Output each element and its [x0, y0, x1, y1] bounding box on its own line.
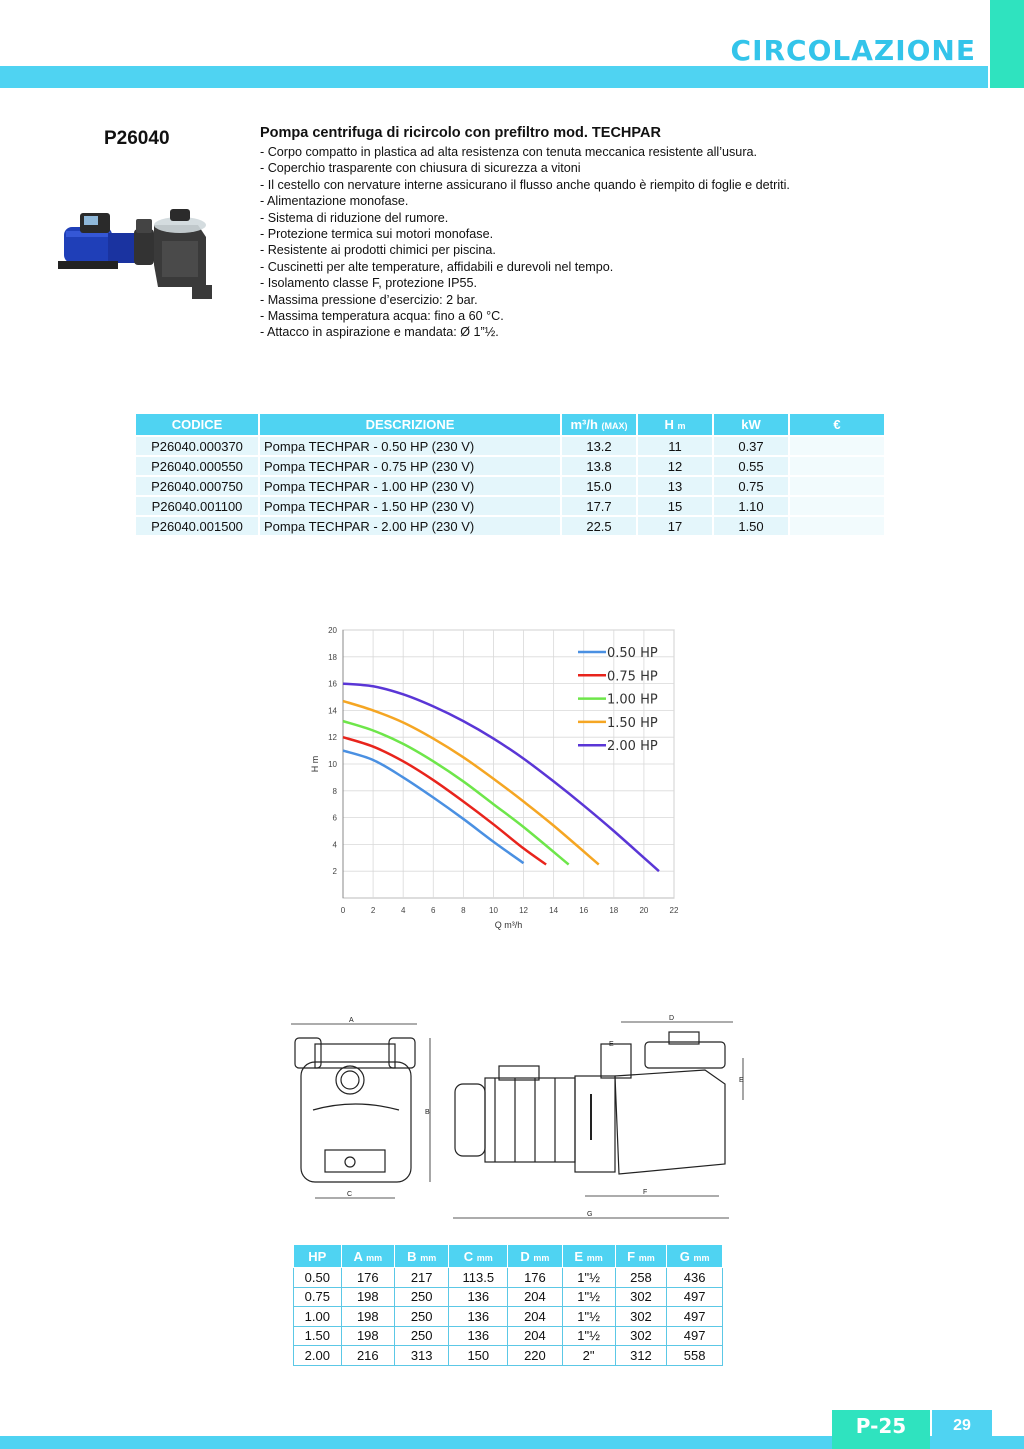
cell: 302: [615, 1307, 667, 1327]
cell-price: [789, 456, 885, 476]
legend-label: 0.50 HP: [607, 646, 658, 661]
cell: 1"½: [562, 1287, 615, 1307]
header-label: D: [520, 1248, 530, 1264]
feature-item: - Cuscinetti per alte temperature, affidabili e durevoli nel tempo.: [260, 259, 614, 274]
x-tick-label: 2: [370, 906, 376, 915]
cell: 204: [508, 1326, 562, 1346]
head-unit: m: [677, 421, 686, 431]
cell: 250: [395, 1326, 449, 1346]
page-number: 29: [932, 1410, 992, 1449]
cell-kw: 0.55: [713, 456, 789, 476]
cell-flow: 15.0: [561, 476, 637, 496]
x-axis-label: Q m³/h: [494, 920, 523, 930]
cell: 150: [449, 1346, 508, 1366]
flow-sub: (MAX): [601, 421, 628, 431]
cell-head: 15: [637, 496, 713, 516]
dim-label: D: [669, 1015, 675, 1022]
y-tick-label: 10: [328, 760, 337, 769]
cell: 0.50: [294, 1268, 342, 1288]
cell: 258: [615, 1268, 667, 1288]
feature-list: [260, 144, 790, 341]
x-tick-label: 22: [669, 906, 679, 915]
feature-item: - Attacco in aspirazione e mandata: Ø 1”½.: [260, 325, 499, 340]
cell-flow: 13.8: [561, 456, 637, 476]
table-row: [135, 456, 885, 476]
header-unit: mm: [476, 1252, 493, 1263]
header-unit: mm: [586, 1252, 603, 1263]
header-label: C: [463, 1248, 474, 1264]
table-row: [294, 1307, 723, 1327]
feature-item: - Alimentazione monofase.: [260, 194, 409, 209]
dim-label: F: [643, 1189, 648, 1196]
feature-item: - Coperchio trasparente con chiusura di sicurezza a vitoni: [260, 161, 581, 176]
cell: 198: [341, 1326, 394, 1346]
cell-codice: P26040.000550: [135, 456, 259, 476]
cell-price: [789, 496, 885, 516]
x-tick-label: 10: [489, 906, 498, 915]
feature-item: - Sistema di riduzione del rumore.: [260, 210, 449, 225]
product-title: Pompa centrifuga di ricircolo con prefiltro mod. TECHPAR: [260, 125, 661, 141]
cell-head: 17: [637, 516, 713, 536]
section-title: CIRCOLAZIONE: [730, 34, 976, 67]
technical-drawing: [285, 1010, 765, 1225]
feature-item: - Il cestello con nervature interne assicurano il flusso anche quando è riempito di foglie e detriti.: [260, 177, 790, 192]
cell-codice: P26040.000370: [135, 436, 259, 456]
cell-kw: 0.37: [713, 436, 789, 456]
table-row: [135, 516, 885, 536]
cell-descrizione: Pompa TECHPAR - 2.00 HP (230 V): [259, 516, 561, 536]
x-tick-label: 8: [461, 906, 466, 915]
cell: 250: [395, 1307, 449, 1327]
cell-flow: 17.7: [561, 496, 637, 516]
cell-price: [789, 516, 885, 536]
table-row: [135, 496, 885, 516]
header-label: G: [679, 1248, 690, 1264]
col-header-codice: CODICE: [135, 413, 259, 436]
dim-label: G: [587, 1211, 593, 1218]
y-tick-label: 14: [328, 706, 337, 716]
feature-item: - Massima pressione d’esercizio: 2 bar.: [260, 292, 478, 307]
cell-head: 12: [637, 456, 713, 476]
cell-descrizione: Pompa TECHPAR - 0.75 HP (230 V): [259, 456, 561, 476]
flow-unit: m³/h: [570, 417, 598, 432]
table-row: [294, 1287, 723, 1307]
cell-head: 11: [637, 436, 713, 456]
header-unit: mm: [693, 1252, 710, 1263]
feature-item: - Corpo compatto in plastica ad alta resistenza con tenuta meccanica resistente all’usura.: [260, 145, 758, 159]
cell: 302: [615, 1287, 667, 1307]
cell-codice: P26040.001100: [135, 496, 259, 516]
dim-label: A: [349, 1017, 354, 1024]
table-row: [135, 476, 885, 496]
page-code: P-25: [832, 1410, 930, 1449]
cell: 176: [508, 1268, 562, 1288]
cell: 558: [667, 1346, 723, 1366]
cell-kw: 1.10: [713, 496, 789, 516]
cell-flow: 22.5: [561, 516, 637, 536]
table-row: [135, 436, 885, 456]
col-header: [294, 1245, 342, 1268]
cell: 1.50: [294, 1326, 342, 1346]
cell: 2.00: [294, 1346, 342, 1366]
feature-item: - Isolamento classe F, protezione IP55.: [260, 276, 478, 291]
cell: 436: [667, 1268, 723, 1288]
header-unit: mm: [638, 1252, 655, 1263]
cell-kw: 1.50: [713, 516, 789, 536]
col-header: [667, 1245, 723, 1268]
table-row: [294, 1346, 723, 1366]
header-label: E: [574, 1248, 584, 1264]
col-header: [562, 1245, 615, 1268]
cell: 497: [667, 1326, 723, 1346]
y-tick-label: 8: [332, 786, 337, 796]
feature-item: - Massima temperatura acqua: fino a 60 °C.: [260, 309, 504, 324]
col-header-price: €: [789, 413, 885, 436]
legend-label: 1.50 HP: [607, 715, 658, 731]
cell-descrizione: Pompa TECHPAR - 1.00 HP (230 V): [259, 476, 561, 496]
x-tick-label: 20: [639, 906, 649, 915]
header-unit: mm: [366, 1252, 383, 1263]
cell-codice: P26040.001500: [135, 516, 259, 536]
cell-head: 13: [637, 476, 713, 496]
cell: 198: [341, 1307, 394, 1327]
table-header-row: [294, 1245, 723, 1268]
dim-label: C: [347, 1191, 353, 1198]
x-tick-label: 14: [549, 906, 559, 915]
cell: 198: [341, 1287, 394, 1307]
col-header-head: [637, 413, 713, 436]
x-tick-label: 4: [400, 906, 406, 915]
cell: 312: [615, 1346, 667, 1366]
cell: 497: [667, 1307, 723, 1327]
y-tick-label: 20: [328, 626, 337, 635]
y-tick-label: 18: [328, 652, 337, 662]
cell-price: [789, 476, 885, 496]
cell-descrizione: Pompa TECHPAR - 0.50 HP (230 V): [259, 436, 561, 456]
dim-label: E: [609, 1041, 614, 1048]
cell-flow: 13.2: [561, 436, 637, 456]
header-label: A: [353, 1248, 363, 1264]
cell: 2": [562, 1346, 615, 1366]
head-label: H: [664, 417, 674, 432]
feature-item: - Protezione termica sui motori monofase.: [260, 227, 494, 242]
legend-label: 0.75 HP: [607, 669, 658, 685]
cell: 136: [449, 1287, 508, 1307]
header-accent-tab: [990, 0, 1024, 88]
cell-descrizione: Pompa TECHPAR - 1.50 HP (230 V): [259, 496, 561, 516]
col-header-descrizione: DESCRIZIONE: [259, 413, 561, 436]
cell: 176: [341, 1268, 394, 1288]
cell: 313: [395, 1346, 449, 1366]
cell: 113.5: [449, 1268, 508, 1288]
table-header-row: [135, 413, 885, 436]
legend-label: 1.00 HP: [607, 692, 658, 708]
x-tick-label: 12: [519, 906, 528, 915]
cell: 204: [508, 1287, 562, 1307]
col-header: [615, 1245, 667, 1268]
cell: 497: [667, 1287, 723, 1307]
dim-label: B: [425, 1109, 430, 1116]
cell: 1.00: [294, 1307, 342, 1327]
header-unit: mm: [533, 1252, 550, 1263]
x-tick-label: 16: [579, 906, 589, 915]
header-unit: mm: [420, 1252, 437, 1263]
feature-item: - Resistente ai prodotti chimici per piscina.: [260, 243, 496, 258]
y-tick-label: 6: [332, 813, 337, 823]
cell-price: [789, 436, 885, 456]
col-header: [508, 1245, 562, 1268]
header-label: HP: [308, 1248, 327, 1264]
header-label: F: [627, 1248, 636, 1264]
cell: 217: [395, 1268, 449, 1288]
x-tick-label: 6: [431, 906, 436, 915]
cell-codice: P26040.000750: [135, 476, 259, 496]
table-row: [294, 1326, 723, 1346]
table-row: [294, 1268, 723, 1288]
cell: 136: [449, 1307, 508, 1327]
cell: 1"½: [562, 1268, 615, 1288]
cell: 204: [508, 1307, 562, 1327]
cell: 220: [508, 1346, 562, 1366]
x-tick-label: 0: [340, 906, 346, 915]
y-tick-label: 2: [332, 867, 337, 877]
header-band: [0, 66, 988, 88]
cell: 136: [449, 1326, 508, 1346]
price-table: [134, 412, 886, 537]
cell: 250: [395, 1287, 449, 1307]
dim-label: E: [739, 1077, 744, 1084]
performance-chart: [300, 620, 700, 940]
col-header: [449, 1245, 508, 1268]
y-tick-label: 4: [332, 840, 337, 850]
y-axis-label: H m: [310, 755, 320, 773]
pump-product-image: [58, 205, 218, 305]
header-label: B: [407, 1248, 417, 1264]
cell-kw: 0.75: [713, 476, 789, 496]
col-header: [395, 1245, 449, 1268]
col-header-flow: [561, 413, 637, 436]
dimension-table: [293, 1244, 723, 1366]
col-header: [341, 1245, 394, 1268]
col-header-kw: kW: [713, 413, 789, 436]
product-code: P26040: [104, 128, 170, 149]
cell: 0.75: [294, 1287, 342, 1307]
y-tick-label: 12: [328, 733, 337, 743]
y-tick-label: 16: [328, 679, 337, 689]
x-tick-label: 18: [609, 906, 619, 915]
cell: 302: [615, 1326, 667, 1346]
cell: 216: [341, 1346, 394, 1366]
cell: 1"½: [562, 1307, 615, 1327]
cell: 1"½: [562, 1326, 615, 1346]
legend-label: 2.00 HP: [607, 739, 658, 755]
